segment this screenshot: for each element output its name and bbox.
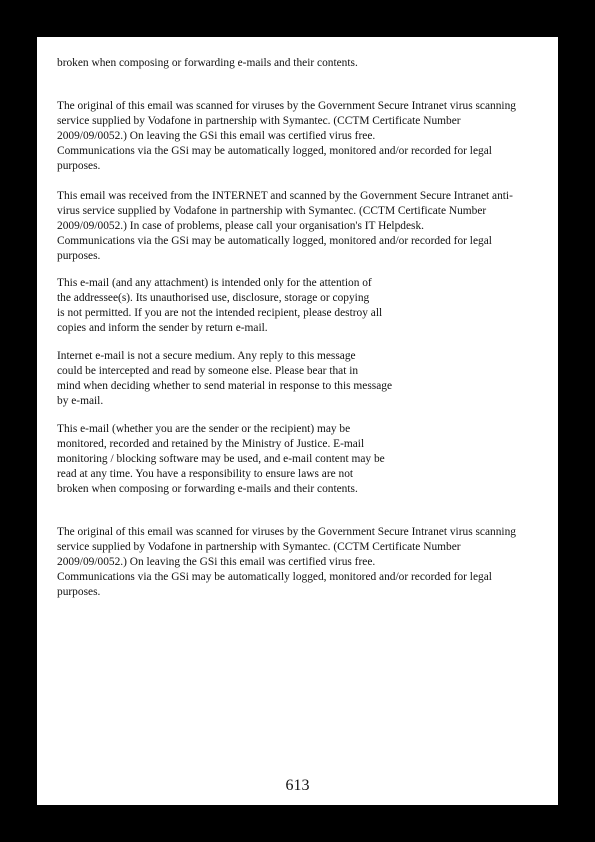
text-line: 2009/09/0052.) On leaving the GSi this email was certified virus free. — [57, 130, 376, 142]
text-line: 2009/09/0052.) On leaving the GSi this email was certified virus free. — [57, 556, 376, 568]
text-line: virus service supplied by Vodafone in partnership with Symantec. (CCTM Certificate Number — [57, 205, 487, 217]
text-line: mind when deciding whether to send material in response to this message — [57, 380, 392, 392]
text-line: The original of this email was scanned for viruses by the Government Secure Intranet virus scanning — [57, 526, 516, 538]
text-line: copies and inform the sender by return e-mail. — [57, 322, 268, 334]
paragraph-monitoring-notice — [57, 422, 385, 497]
text-line: The original of this email was scanned for viruses by the Government Secure Intranet virus scanning — [57, 100, 516, 112]
text-line: monitored, recorded and retained by the Ministry of Justice. E-mail — [57, 438, 365, 450]
text-line: 2009/09/0052.) In case of problems, please call your organisation's IT Helpdesk. — [57, 220, 424, 232]
document-page — [37, 37, 558, 805]
paragraph-gsi-virus-scan-notice-repeat — [57, 525, 516, 600]
text-line: This e-mail (whether you are the sender or the recipient) may be — [57, 423, 351, 435]
text-line: broken when composing or forwarding e-mails and their contents. — [57, 483, 358, 495]
page-number: 613 — [285, 777, 310, 794]
text-line: monitoring / blocking software may be used, and e-mail content may be — [57, 453, 385, 465]
text-line: This email was received from the INTERNET and scanned by the Government Secure Intranet anti- — [57, 190, 513, 202]
paragraph-confidentiality-notice — [57, 276, 382, 336]
text-line: is not permitted. If you are not the intended recipient, please destroy all — [57, 307, 383, 319]
text-line: could be intercepted and read by someone else. Please bear that in — [57, 365, 359, 377]
text-line: service supplied by Vodafone in partnership with Symantec. (CCTM Certificate Number — [57, 541, 461, 553]
text-line: Communications via the GSi may be automatically logged, monitored and/or recorded for legal — [57, 235, 492, 247]
paragraph-internet-email-security — [57, 349, 392, 409]
text-line: purposes. — [57, 586, 101, 598]
text-line: Communications via the GSi may be automatically logged, monitored and/or recorded for legal — [57, 571, 492, 583]
text-line: service supplied by Vodafone in partnership with Symantec. (CCTM Certificate Number — [57, 115, 461, 127]
text-line: by e-mail. — [57, 395, 104, 407]
paragraph-gsi-virus-scan-notice — [57, 99, 516, 174]
text-line: Internet e-mail is not a secure medium. Any reply to this message — [57, 350, 356, 362]
text-line: purposes. — [57, 250, 101, 262]
text-line: broken when composing or forwarding e-mails and their contents. — [57, 57, 358, 69]
text-line: the addressee(s). Its unauthorised use, disclosure, storage or copying — [57, 292, 370, 304]
text-line: Communications via the GSi may be automatically logged, monitored and/or recorded for legal — [57, 145, 492, 157]
paragraph-internet-scan-notice — [57, 189, 513, 264]
paragraph-continued-disclaimer — [57, 56, 358, 71]
text-line: purposes. — [57, 160, 101, 172]
text-line: This e-mail (and any attachment) is intended only for the attention of — [57, 277, 372, 289]
text-line: read at any time. You have a responsibility to ensure laws are not — [57, 468, 354, 480]
